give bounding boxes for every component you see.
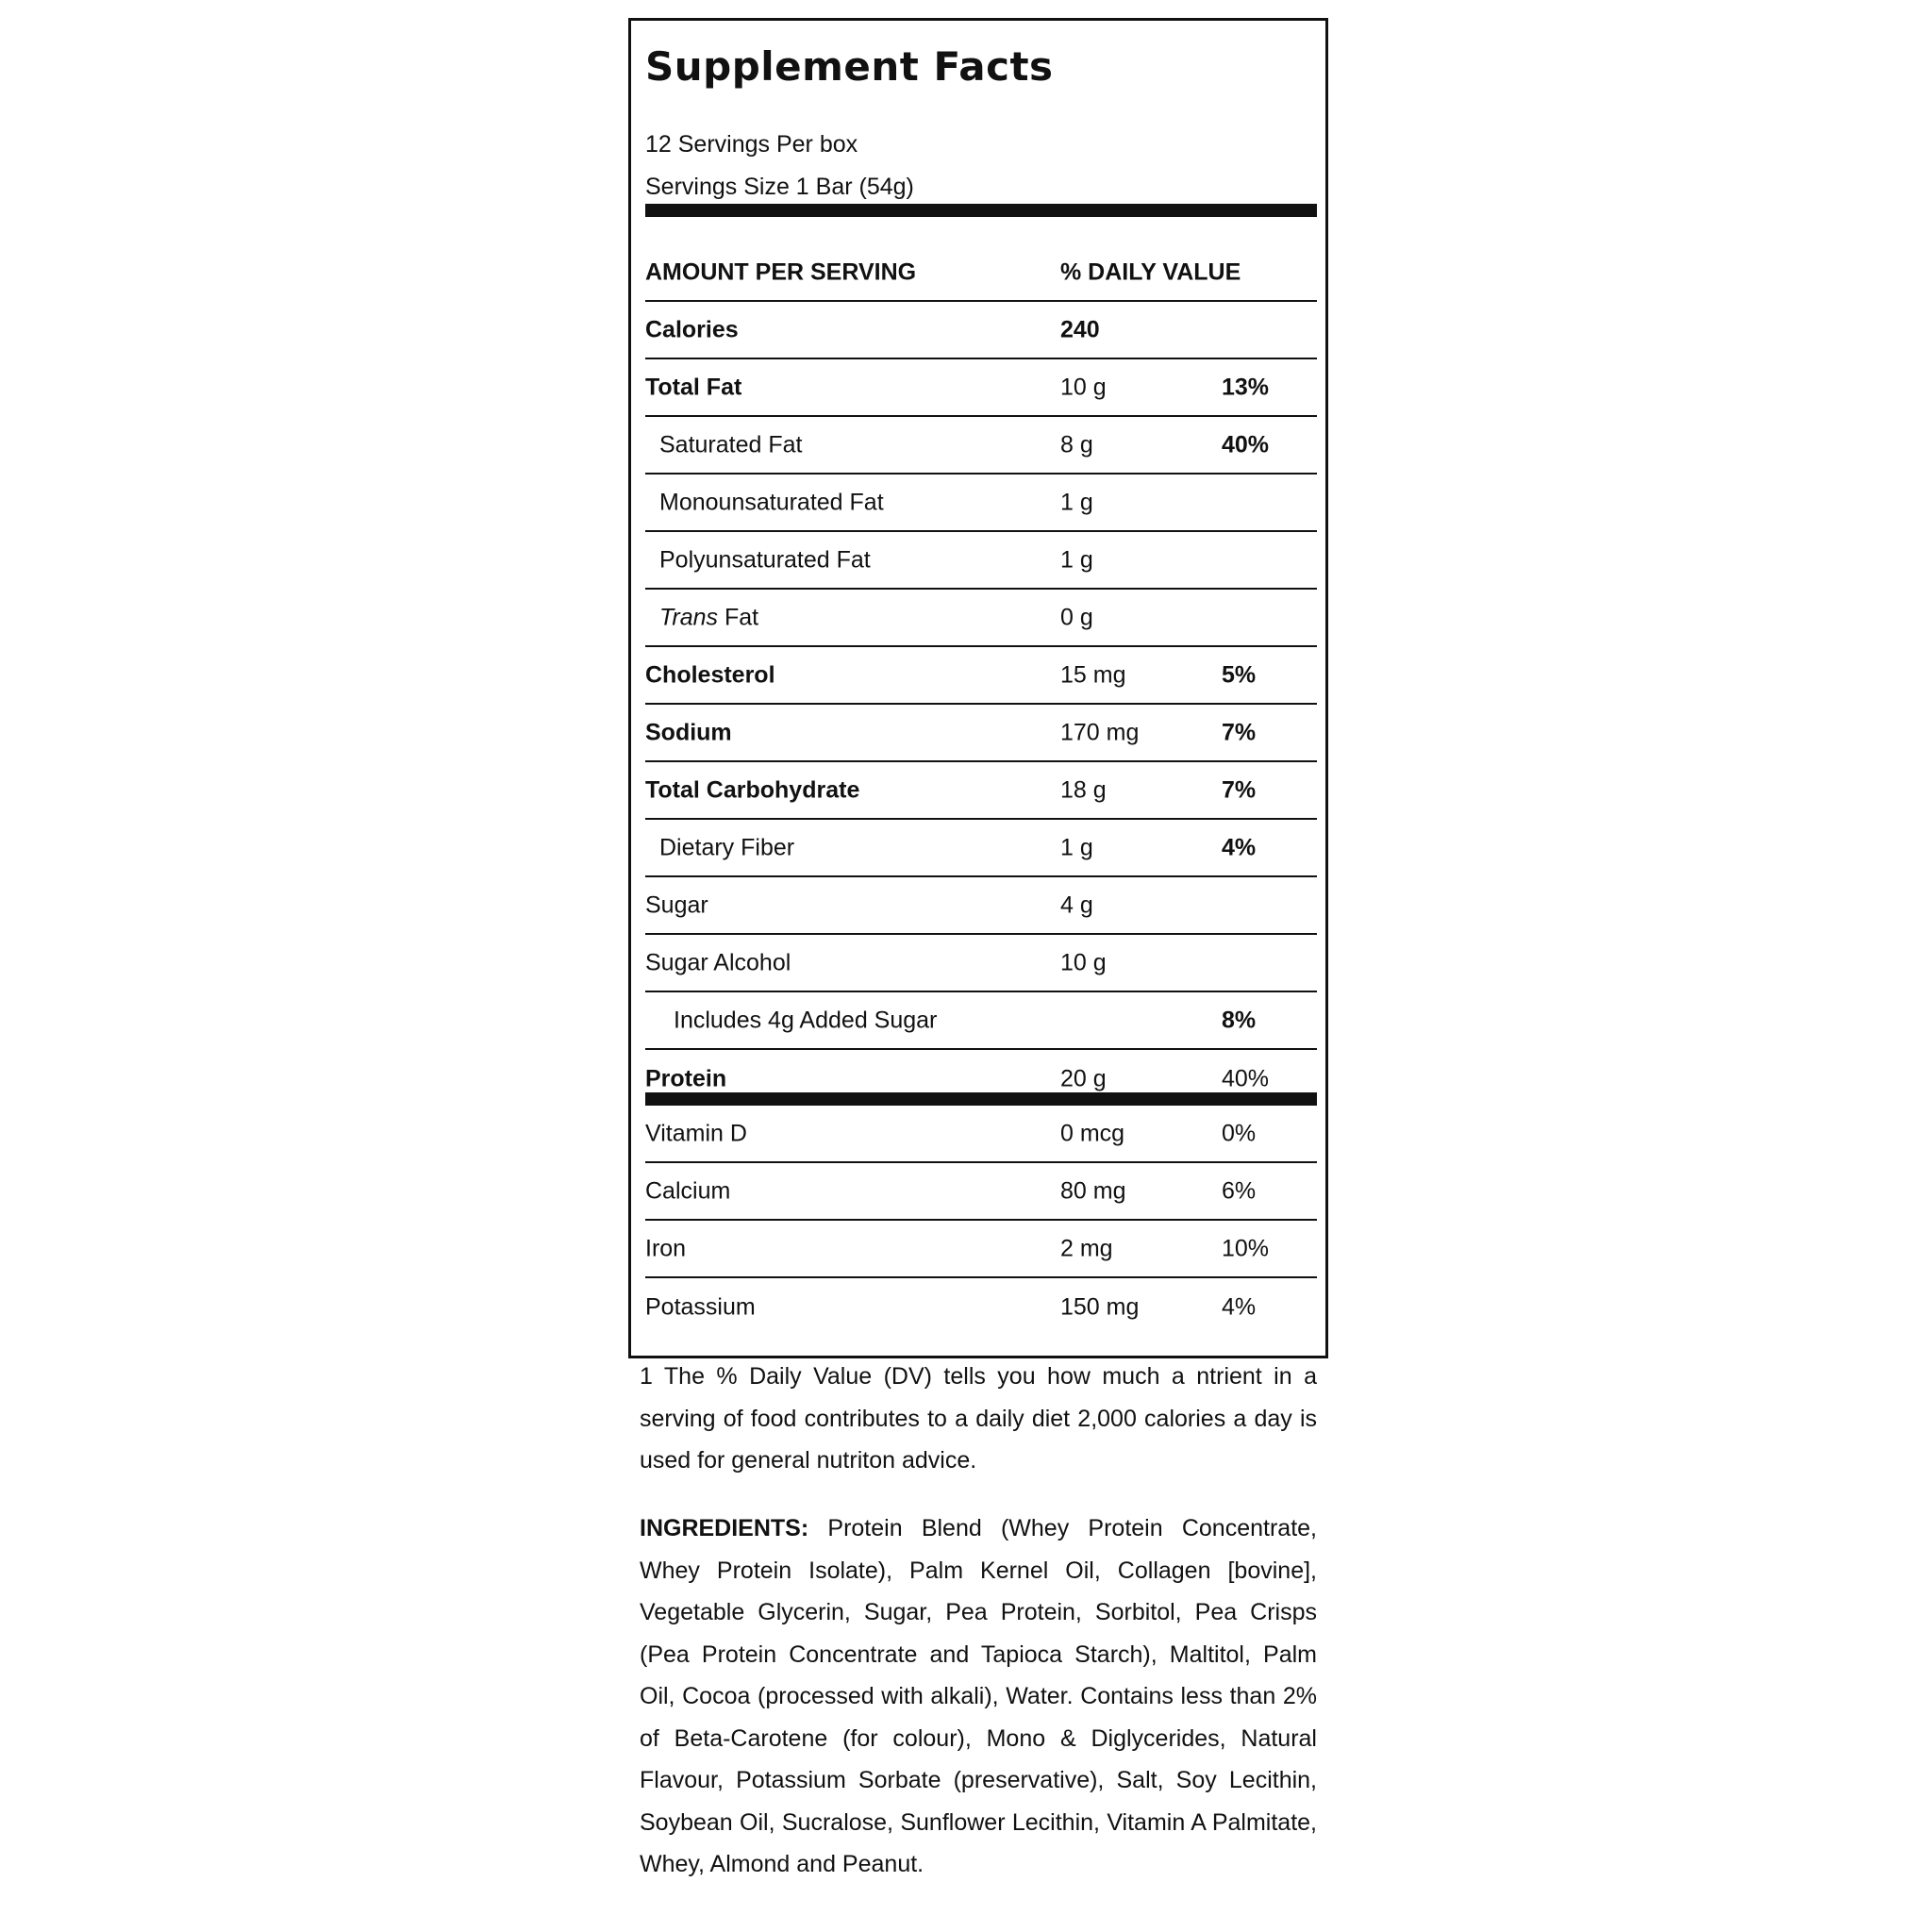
daily-value-footnote: 1 The % Daily Value (DV) tells you how much a ntrient in a serving of food contributes to a daily diet 2,000 calories a day is used for general nutriton advice. — [640, 1363, 1317, 1474]
nutrient-amount: 8 g — [1060, 431, 1093, 458]
nutrient-amount: 1 g — [1060, 834, 1093, 860]
nutrient-row-calories — [645, 302, 1317, 359]
nutrient-row-monounsaturated-fat — [645, 475, 1317, 532]
nutrient-name: Includes 4g Added Sugar — [674, 1007, 938, 1033]
supplement-facts-panel — [628, 18, 1328, 1358]
thick-divider-top — [645, 204, 1317, 217]
ingredients-section — [640, 1507, 1317, 1886]
nutrient-row-sugar-alcohol — [645, 935, 1317, 992]
ingredients-text: Protein Blend (Whey Protein Concentrate, Whey Protein Isolate), Palm Kernel Oil, Collagen [bovine], Vegetable Glycerin, Sugar, Pea Protein, Sorbitol, Pea Crisps (Pea Protein Concentrate and Tapioca Starch), Maltitol, Palm Oil, Cocoa (processed with alkali), Water. Contains less than 2% of Beta-Carotene (for colour), Mono & Diglycerides, Natural Flavour, Potassium Sorbate (preservative), Salt, Soy Lecithin, Soybean Oil, Sucralose, Sunflower Lecithin, Vitamin A Palmitate, Whey, Almond and Peanut. — [640, 1515, 1317, 1877]
header-row — [645, 244, 1317, 302]
nutrient-name — [645, 604, 758, 631]
nutrient-daily-value: 8% — [1222, 1007, 1257, 1033]
trans-fat-rest: Fat — [718, 604, 759, 630]
serving-size: Servings Size 1 Bar (54g) — [645, 174, 914, 200]
amount-per-serving-header: AMOUNT PER SERVING — [645, 258, 917, 285]
nutrient-daily-value: 4% — [1222, 1293, 1257, 1320]
nutrient-amount: 240 — [1060, 316, 1100, 342]
nutrient-daily-value: 13% — [1222, 374, 1270, 400]
nutrient-amount: 0 g — [1060, 604, 1093, 630]
nutrient-daily-value: 10% — [1222, 1235, 1270, 1261]
nutrient-name: Calcium — [645, 1177, 731, 1204]
nutrient-amount: 0 mcg — [1060, 1120, 1125, 1146]
nutrient-amount: 18 g — [1060, 776, 1107, 803]
nutrient-name: Polyunsaturated Fat — [659, 546, 871, 573]
nutrient-row-saturated-fat — [645, 417, 1317, 475]
nutrient-name: Vitamin D — [645, 1120, 747, 1146]
nutrient-amount: 4 g — [1060, 891, 1093, 918]
nutrient-row-total-fat — [645, 359, 1317, 417]
nutrient-amount: 1 g — [1060, 489, 1093, 515]
nutrient-name: Calories — [645, 316, 739, 342]
nutrient-row-polyunsaturated-fat — [645, 532, 1317, 590]
trans-italic: Trans — [659, 604, 719, 630]
daily-value-header: % DAILY VALUE — [1060, 258, 1241, 285]
nutrient-daily-value: 4% — [1222, 834, 1257, 860]
nutrient-row-cholesterol — [645, 647, 1317, 705]
nutrient-row-trans-fat — [645, 590, 1317, 647]
nutrient-row-iron — [645, 1221, 1317, 1278]
thick-divider-vitamins — [645, 1092, 1317, 1106]
ingredients-heading: INGREDIENTS: — [640, 1515, 809, 1541]
nutrient-name: Dietary Fiber — [659, 834, 795, 860]
nutrient-daily-value: 40% — [1222, 1065, 1270, 1091]
nutrient-amount: 15 mg — [1060, 661, 1126, 688]
nutrient-row-calcium — [645, 1163, 1317, 1221]
panel-title: Supplement Facts — [645, 43, 1054, 90]
nutrient-row-dietary-fiber — [645, 820, 1317, 877]
nutrient-amount: 150 mg — [1060, 1293, 1140, 1320]
nutrient-name: Sugar — [645, 891, 708, 918]
nutrient-name: Sugar Alcohol — [645, 949, 791, 975]
nutrient-name: Total Fat — [645, 374, 742, 400]
nutrient-row-sodium — [645, 705, 1317, 762]
nutrient-amount: 20 g — [1060, 1065, 1107, 1091]
nutrient-amount: 10 g — [1060, 374, 1107, 400]
nutrient-name: Monounsaturated Fat — [659, 489, 884, 515]
nutrient-name: Cholesterol — [645, 661, 775, 688]
nutrient-row-total-carbohydrate — [645, 762, 1317, 820]
nutrient-amount: 2 mg — [1060, 1235, 1113, 1261]
nutrient-name: Protein — [645, 1065, 727, 1091]
nutrient-daily-value: 7% — [1222, 719, 1257, 745]
nutrient-name: Saturated Fat — [659, 431, 803, 458]
nutrient-name: Potassium — [645, 1293, 756, 1320]
nutrient-daily-value: 6% — [1222, 1177, 1257, 1204]
nutrient-name: Sodium — [645, 719, 732, 745]
nutrient-row-vitamin-d — [645, 1106, 1317, 1163]
nutrient-amount: 1 g — [1060, 546, 1093, 573]
nutrient-amount: 80 mg — [1060, 1177, 1126, 1204]
servings-per-container: 12 Servings Per box — [645, 131, 858, 158]
nutrient-row-added-sugar — [645, 992, 1317, 1050]
nutrient-daily-value: 0% — [1222, 1120, 1257, 1146]
nutrient-daily-value: 5% — [1222, 661, 1257, 688]
nutrient-daily-value: 7% — [1222, 776, 1257, 803]
nutrient-name: Total Carbohydrate — [645, 776, 860, 803]
nutrient-row-sugar — [645, 877, 1317, 935]
nutrient-daily-value: 40% — [1222, 431, 1270, 458]
nutrient-row-potassium — [645, 1278, 1317, 1336]
nutrient-name: Iron — [645, 1235, 687, 1261]
nutrient-amount: 170 mg — [1060, 719, 1140, 745]
nutrient-amount: 10 g — [1060, 949, 1107, 975]
